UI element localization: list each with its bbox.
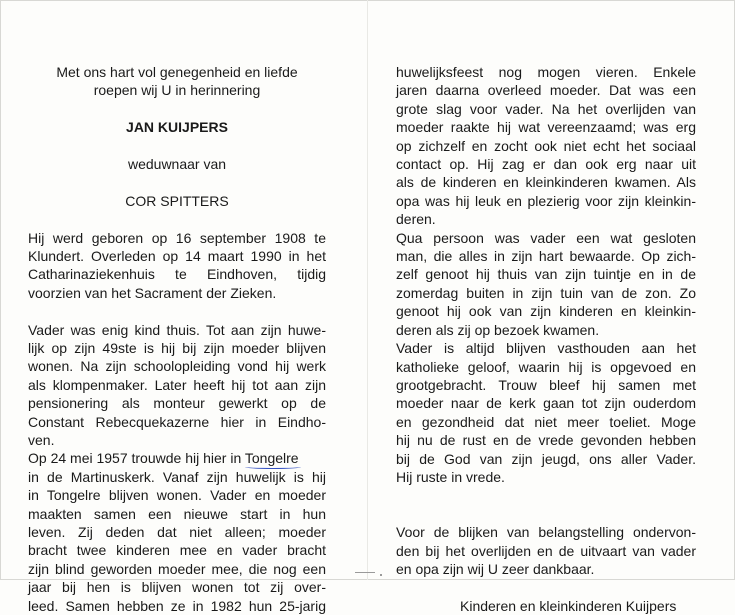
text-line: Vader is altijd blijven vasthouden aan het [396, 340, 696, 357]
text-line: Catharinaziekenhuis te Eindhoven, tijdig [28, 266, 326, 283]
intro-text [28, 63, 326, 100]
text-line: Klundert. Overleden op 14 maart 1990 in het [28, 248, 326, 264]
text-line: maakten samen een nieuwe start in hun [28, 505, 326, 522]
text-line: hij nu de rust en de vrede gevonden hebben [396, 432, 696, 449]
text-line: moeder naar de kerk gaan tot zijn ouderdom [396, 395, 696, 412]
text-line: Hij ruste in vrede. [396, 468, 505, 485]
text-line: huwelijksfeest nog mogen vieren. Enkele [396, 64, 696, 80]
text-line: bij de God van zijn jeugd, ons aller Vader. [396, 450, 696, 467]
deceased-name: JAN KUIJPERS [126, 119, 228, 136]
text-line: pensionering als monteur gewerkt op de [28, 395, 326, 412]
text-line: Voor de blijken van belangstelling ondervon- [396, 524, 696, 541]
text-line: genoot hij ook van zijn kinderen en kleinkin- [396, 303, 696, 320]
text-line: in de Martinuskerk. Vanaf zijn huwelijk is hij [28, 468, 326, 485]
thanks-paragraph [396, 523, 696, 578]
text-line: zomerdag buiten in zijn tuin van de zon. Zo [396, 284, 696, 301]
life-paragraph [28, 321, 326, 450]
text-line: grootgebracht. Trouw bleef hij samen met [396, 376, 696, 393]
tongelre-word: Tongelre [244, 450, 299, 467]
text-line: jaar bij hen is blijven wonen tot zij over- [28, 579, 326, 596]
text-line: als de kinderen en kleinkinderen kwamen. Als [396, 174, 696, 191]
text-line: Vader was enig kind thuis. Tot aan zijn huwe- [28, 321, 326, 338]
card-fold-line [367, 0, 368, 580]
text-line: Constant Rebecquekazerne hier in Eindho- [28, 413, 326, 430]
text-line: en opa zijn wij U zeer dankbaar. [396, 560, 595, 577]
faith-paragraph [396, 339, 696, 486]
text-line: man, die alles in zijn hart bewaarde. Op zich- [396, 248, 696, 265]
text-line: deren. [396, 211, 436, 228]
text-line: lijk op zijn 49ste is hij bij zijn moeder blijven [28, 340, 326, 357]
text-line: grote slag voor vader. Na het overlijden van [396, 100, 696, 117]
marriage-line-prefix: Op 24 mei 1957 trouwde hij hier in [28, 450, 245, 467]
text-line: katholieke geloof, waarin hij is opgevoed en [396, 358, 696, 375]
text-line: Hij werd geboren op 16 september 1908 te [28, 229, 326, 246]
text-line: leven. Zij deden dat niet alleen; moeder [28, 524, 326, 541]
text-line: voorzien van het Sacrament der Zieken. [28, 284, 277, 301]
text-line: contact op. Hij zag er dan ook erg naar uit [396, 156, 696, 173]
spouse-name: COR SPITTERS [125, 192, 229, 209]
text-line: en gezondheid dat niet meer toeliet. Moge [396, 413, 696, 430]
right-page [396, 63, 696, 615]
marriage-paragraph [28, 449, 326, 615]
text-line [28, 449, 326, 467]
tongelre-underlined [245, 450, 299, 466]
text-line: ven. [28, 432, 55, 449]
text-line: Qua persoon was vader een wat gesloten [396, 229, 696, 246]
text-line: zelf genoot hij thuis van zijn tuintje en in de [396, 266, 696, 283]
later-life-paragraph [396, 63, 696, 229]
relation-text: weduwnaar van [127, 156, 227, 172]
text-line: bracht twee kinderen mee en vader bracht [28, 542, 326, 559]
text-line: wonen. Na zijn schoolopleiding vond hij werk [28, 358, 326, 375]
text-line: opa was hij leuk en plezierig voor zijn kleinkin- [396, 192, 696, 209]
family-signature: Kinderen en kleinkinderen Kuijpers [460, 597, 677, 614]
text-line: in Tongelre blijven wonen. Vader en moeder [28, 487, 326, 504]
text-line: als klompenmaker. Later heeft hij tot aan zijn [28, 376, 326, 393]
text-line: deren als zij op bezoek kwamen. [396, 321, 600, 338]
left-page [28, 63, 326, 615]
intro-line-2: roepen wij U in herinnering [93, 82, 261, 99]
text-line: den bij het overlijden en de uitvaart van vader [396, 542, 696, 559]
intro-line-1: Met ons hart vol genegenheid en liefde [56, 64, 298, 80]
scan-speck [355, 572, 375, 573]
text-line: jaren daarna overleed moeder. Dat was een [396, 82, 696, 99]
text-line: moeder raakte hij wat vereenzaamd; was erg [396, 119, 696, 136]
text-line: leed. Samen hebben ze in 1982 hun 25-jarig [28, 597, 326, 614]
scan-speck [380, 574, 382, 576]
birth-death-paragraph [28, 229, 326, 303]
text-line: op zichzelf en zocht ook niet echt het sociaal [396, 137, 696, 154]
character-paragraph [396, 229, 696, 339]
text-line: zijn blind geworden moeder mee, die nog een [28, 560, 326, 577]
